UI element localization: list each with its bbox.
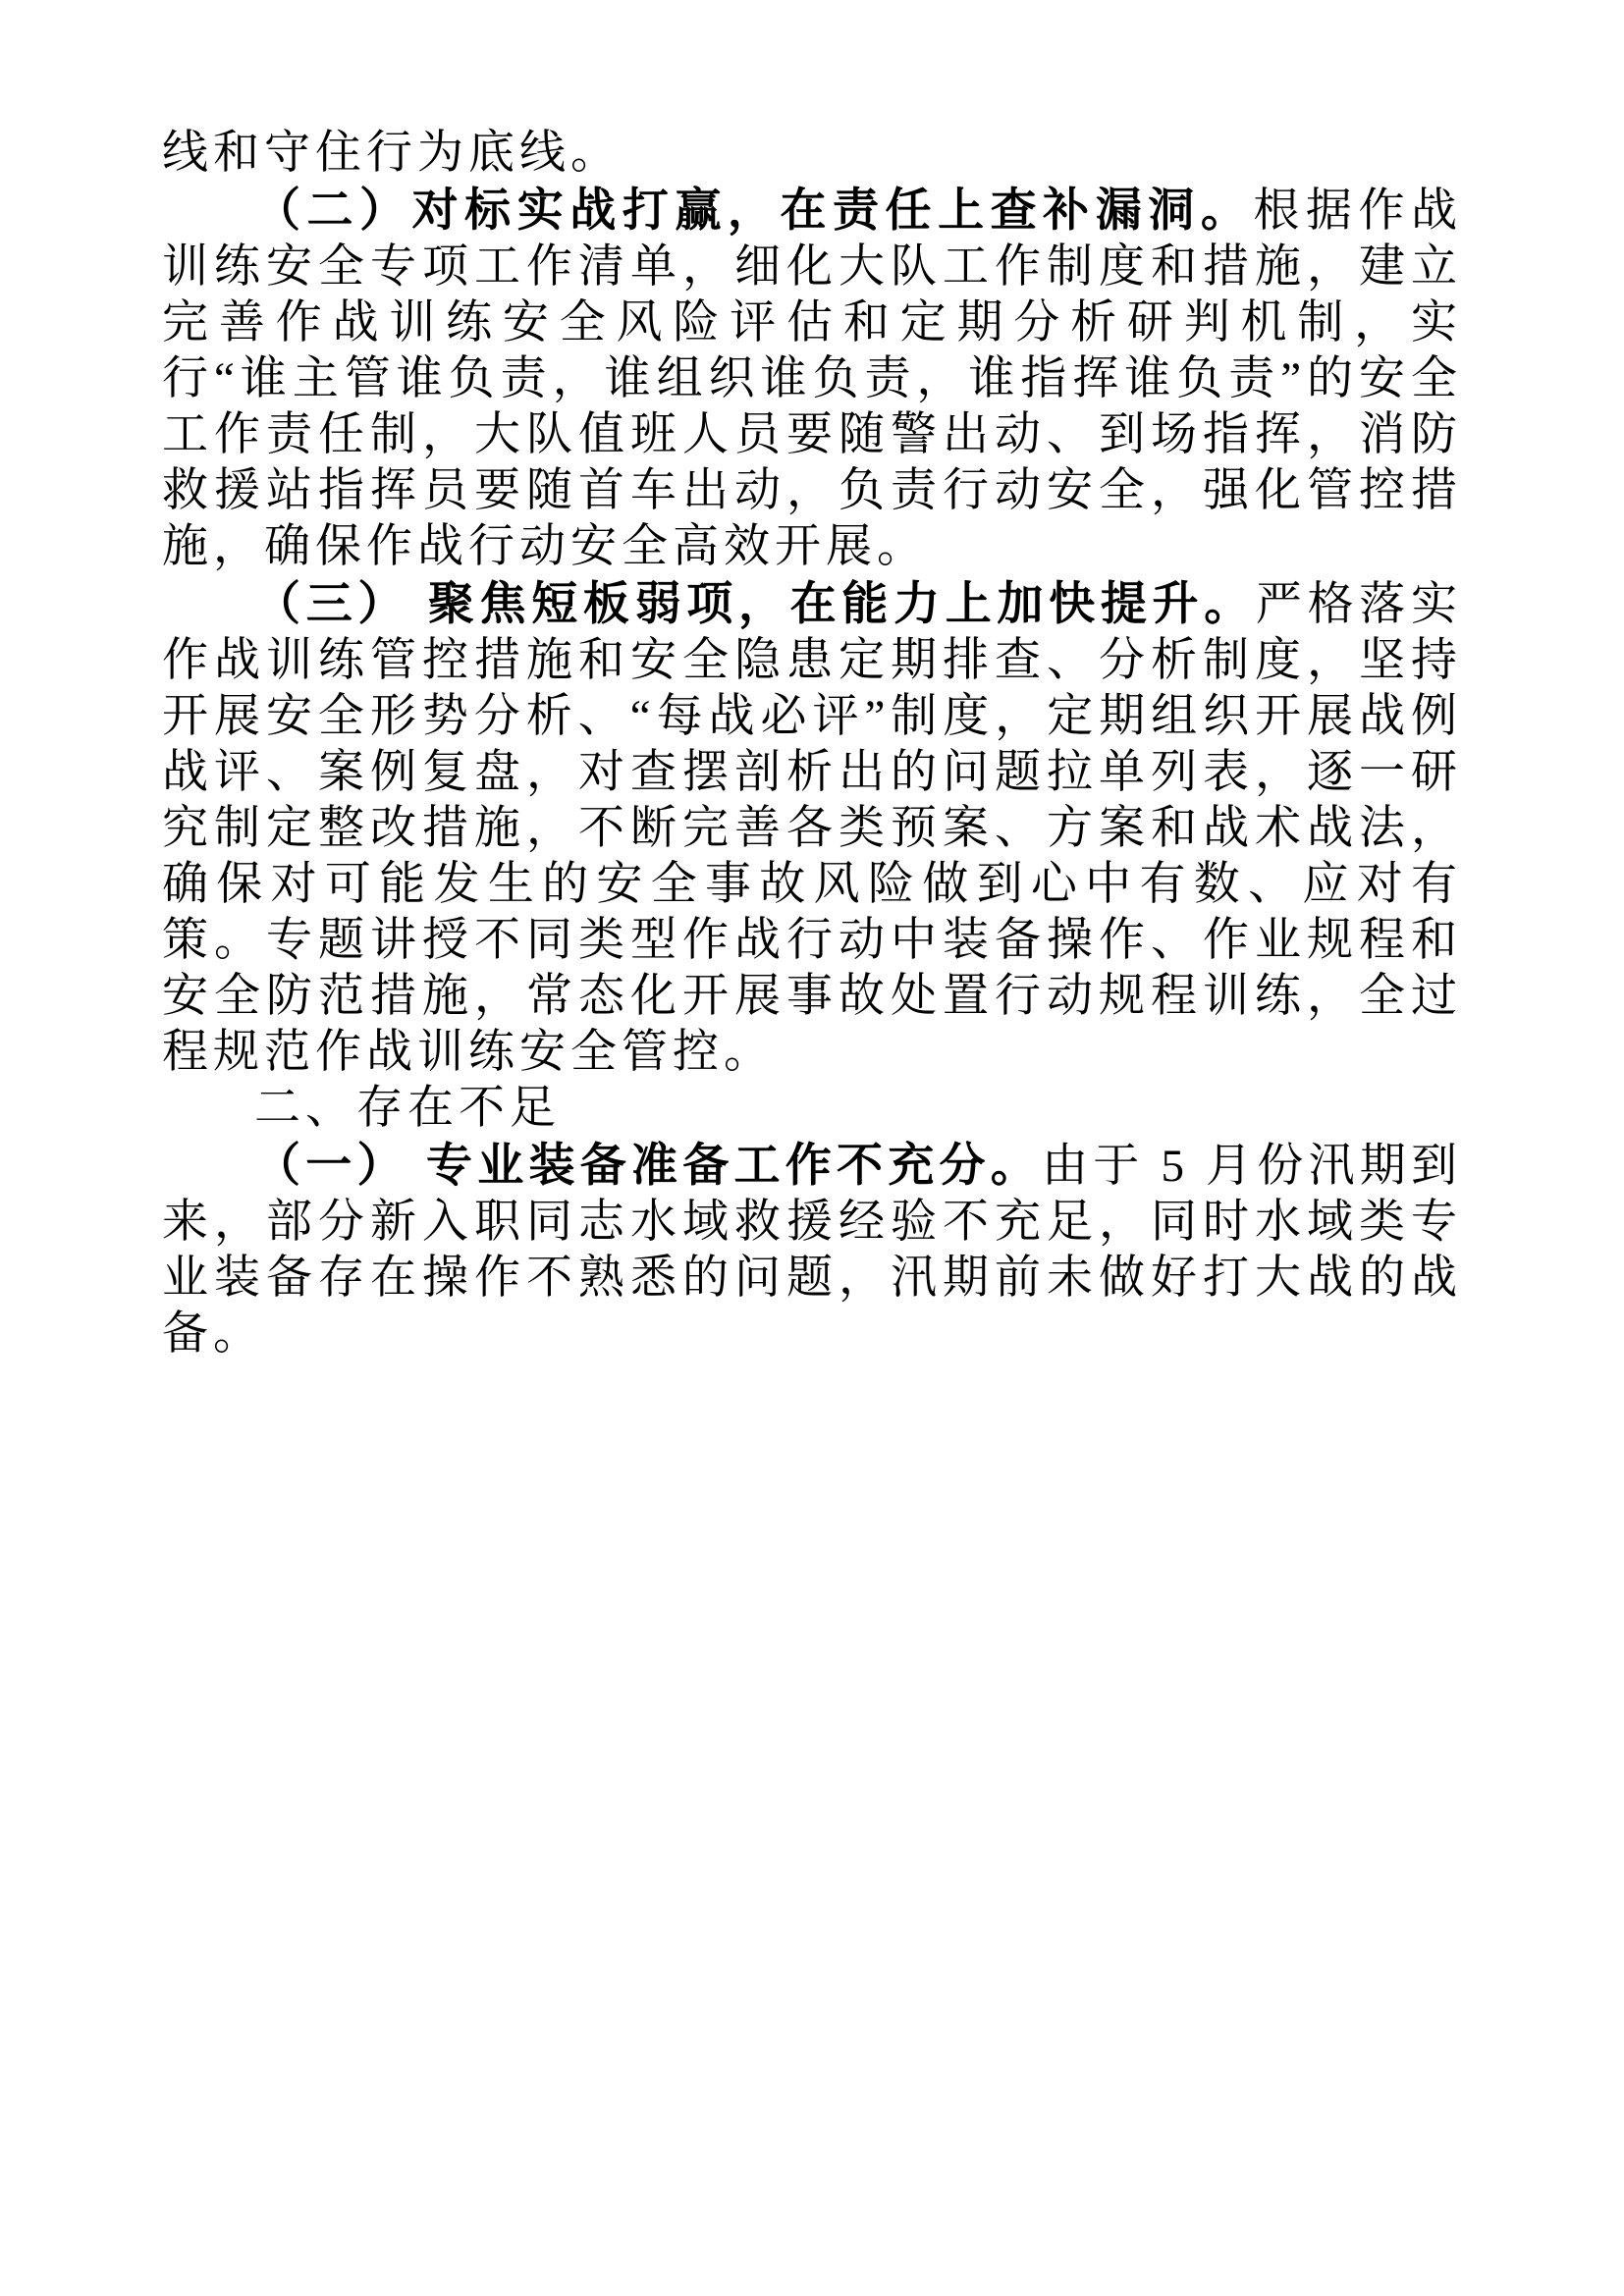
paragraph-part-2-heading — [162, 1081, 1462, 1137]
section-2-body-text: 根据作战训练安全专项工作清单，细化大队工作制度和措施，建立完善作战训练安全风险评估和定期分析研判机制，实行“谁主管谁负责，谁组织谁负责，谁指挥谁负责”的安全工作责任制，大队值班人员要随警出动、到场指挥，消防救援站指挥员要随首车出动，负责行动安全，强化管控措施，确保作战行动安全高效开展。 — [162, 186, 1463, 572]
paragraph-section-3 — [162, 575, 1462, 1081]
section-3-body-text: 严格落实作战训练管控措施和安全隐患定期排查、分析制度，坚持开展安全形势分析、“每战必评”制度，定期组织开展战例战评、案例复盘，对查摆剖析出的问题拉单列表，逐一研究制定整改措施，不断完善各类预案、方案和战术战法，确保对可能发生的安全事故风险做到心中有数、应对有策。专题讲授不同类型作战行动中装备操作、作业规程和安全防范措施，常态化开展事故处置行动规程训练，全过程规范作战训练安全管控。 — [162, 579, 1463, 1078]
paragraph-continuation — [162, 126, 1462, 182]
paragraph-section-2 — [162, 182, 1462, 575]
part-2-heading-text: 二、存在不足 — [254, 1083, 561, 1134]
shortcoming-1-heading: （一） 专业装备准备工作不充分。 — [254, 1139, 1043, 1191]
section-2-heading: （二）对标实战打赢，在责任上查补漏洞。 — [254, 184, 1254, 236]
paragraph-shortcoming-1 — [162, 1137, 1462, 1362]
shortcoming-1-body-text: 由于 5 月份汛期到来，部分新入职同志水域救援经验不充足，同时水域类专业装备存在操作不熟悉的问题，汛期前未做好打大战的战备。 — [162, 1141, 1462, 1360]
paragraph-text: 线和守住行为底线。 — [162, 128, 622, 179]
section-3-heading: （三） 聚焦短板弱项，在能力上加快提升。 — [254, 577, 1256, 629]
